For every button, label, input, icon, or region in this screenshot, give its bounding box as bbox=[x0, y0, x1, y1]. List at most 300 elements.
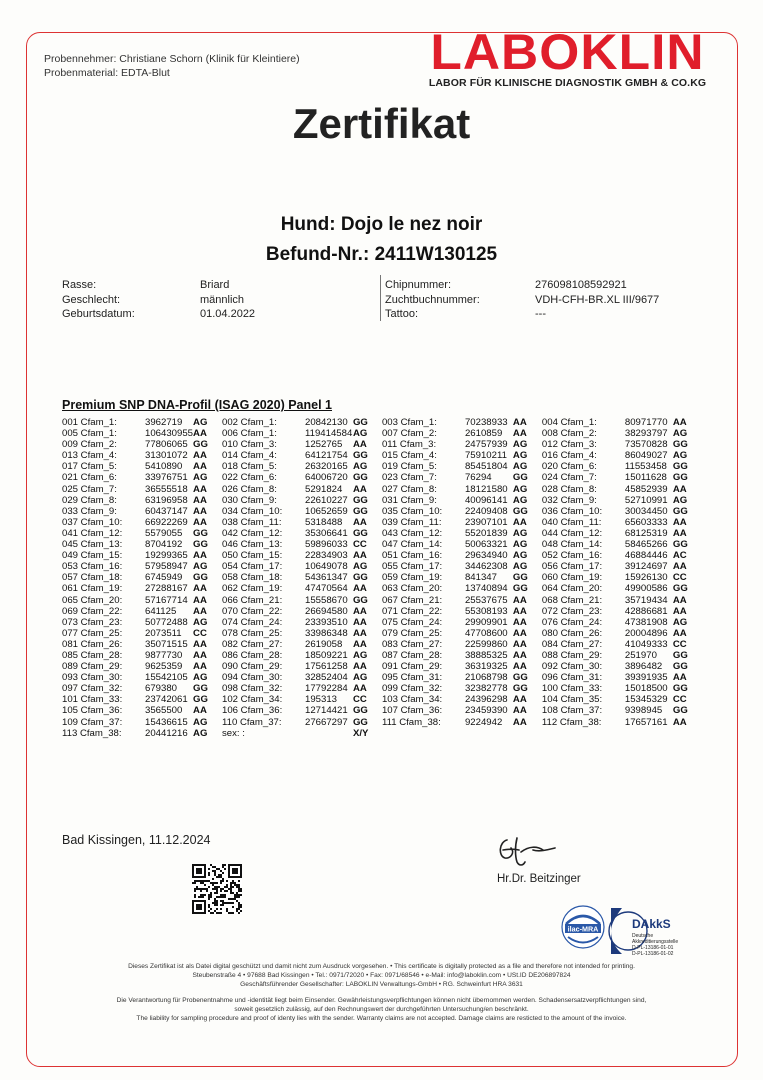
snp-genotype bbox=[673, 728, 702, 739]
dakks-sub2: Akkreditierungsstelle bbox=[632, 939, 679, 945]
snp-marker: 054 Cfam_17: bbox=[222, 561, 283, 573]
snp-genotype: AA bbox=[512, 638, 527, 650]
snp-position: 58465266 bbox=[624, 539, 668, 551]
snp-genotype: AA bbox=[193, 550, 207, 562]
snp-marker: 106 Cfam_36: bbox=[222, 705, 283, 717]
snp-row bbox=[62, 561, 702, 572]
document-title: Zertifikat bbox=[292, 100, 471, 147]
snp-position: 251970 bbox=[624, 649, 657, 661]
dakks-id2: D-PL-13186-01-02 bbox=[632, 951, 674, 957]
snp-genotype: AA bbox=[512, 627, 527, 639]
snp-position: 55201839 bbox=[464, 527, 508, 539]
snp-genotype: AA bbox=[193, 505, 207, 517]
snp-marker: 110 Cfam_37: bbox=[222, 716, 282, 728]
snp-genotype: AG bbox=[193, 616, 208, 628]
snp-marker: 062 Cfam_19: bbox=[222, 583, 283, 595]
snp-genotype: AG bbox=[352, 461, 368, 473]
snp-marker: 009 Cfam_2: bbox=[62, 439, 117, 451]
snp-genotype: AA bbox=[193, 594, 207, 606]
snp-marker: 081 Cfam_26: bbox=[62, 638, 123, 650]
info-divider bbox=[380, 275, 381, 321]
snp-genotype: AG bbox=[193, 716, 208, 728]
snp-row bbox=[62, 450, 702, 461]
snp-position: 25537675 bbox=[464, 594, 508, 606]
snp-marker: 023 Cfam_7: bbox=[381, 472, 437, 484]
snp-genotype: CC bbox=[352, 694, 367, 706]
signature-icon bbox=[493, 832, 565, 872]
befund-number: Befund-Nr.: 2411W130125 bbox=[265, 244, 498, 265]
value-studbook: VDH-CFH-BR.XL III/9677 bbox=[535, 293, 660, 306]
snp-position: 20004896 bbox=[624, 627, 668, 639]
snp-marker: 059 Cfam_19: bbox=[381, 572, 443, 584]
snp-genotype: AG bbox=[512, 439, 528, 451]
footer-line-5: soweit gesetzlich zulässig, auf den Rechnungswert der durchgeführten Untersuchung/en beschränkt. bbox=[234, 1006, 529, 1013]
snp-position: 50063321 bbox=[464, 539, 508, 551]
snp-marker: 026 Cfam_8: bbox=[222, 483, 277, 495]
snp-genotype: AA bbox=[672, 627, 687, 639]
snp-position: 15436615 bbox=[144, 716, 188, 728]
snp-position: 26694580 bbox=[304, 605, 348, 617]
snp-genotype: AA bbox=[193, 494, 207, 506]
snp-marker: 025 Cfam_7: bbox=[62, 483, 117, 495]
info-right-values bbox=[535, 278, 659, 322]
snp-marker: 109 Cfam_37: bbox=[62, 716, 123, 728]
snp-genotype: GG bbox=[193, 683, 208, 695]
snp-position: 75910211 bbox=[464, 450, 507, 462]
snp-row bbox=[62, 583, 702, 594]
label-studbook: Zuchtbuchnummer: bbox=[385, 293, 480, 306]
snp-marker: 047 Cfam_14: bbox=[381, 539, 443, 551]
snp-genotype: GG bbox=[352, 716, 368, 728]
snp-genotype: AA bbox=[512, 417, 527, 428]
snp-marker: 066 Cfam_21: bbox=[222, 594, 283, 606]
snp-position: 63196958 bbox=[144, 494, 188, 506]
place-date: Bad Kissingen, 11.12.2024 bbox=[62, 833, 211, 847]
qr-code-icon bbox=[192, 864, 242, 914]
snp-row bbox=[62, 705, 702, 716]
snp-marker: 006 Cfam_1: bbox=[222, 428, 277, 440]
snp-marker: 058 Cfam_18: bbox=[222, 572, 283, 584]
snp-marker: 050 Cfam_15: bbox=[222, 550, 283, 562]
snp-genotype: GG bbox=[512, 583, 528, 595]
snp-genotype: AA bbox=[352, 583, 367, 595]
snp-position: 57167714 bbox=[144, 594, 188, 606]
snp-marker: 022 Cfam_6: bbox=[222, 472, 277, 484]
snp-position: 76294 bbox=[464, 472, 492, 484]
snp-genotype: GG bbox=[352, 494, 368, 506]
snp-marker: 045 Cfam_13: bbox=[62, 539, 123, 551]
snp-genotype: GG bbox=[352, 505, 368, 517]
snp-position: 23459390 bbox=[464, 705, 508, 717]
snp-position: 70238933 bbox=[464, 417, 508, 428]
snp-position: 26320165 bbox=[304, 461, 348, 473]
snp-marker: 099 Cfam_32: bbox=[381, 683, 443, 695]
snp-row bbox=[62, 617, 702, 628]
snp-position: 80971770 bbox=[624, 417, 668, 428]
snp-genotype: AG bbox=[352, 428, 368, 440]
snp-marker: 082 Cfam_27: bbox=[222, 638, 283, 650]
snp-genotype: AG bbox=[512, 461, 528, 473]
snp-genotype: AA bbox=[193, 705, 207, 717]
snp-marker: 089 Cfam_29: bbox=[62, 661, 123, 673]
value-chip: 276098108592921 bbox=[535, 279, 627, 291]
snp-marker: 007 Cfam_2: bbox=[381, 428, 437, 440]
snp-position: 9398945 bbox=[624, 705, 663, 717]
snp-position: 1252765 bbox=[304, 439, 343, 451]
snp-position: 22599860 bbox=[464, 638, 508, 650]
snp-marker: 003 Cfam_1: bbox=[381, 417, 437, 428]
snp-genotype: GG bbox=[672, 649, 688, 661]
snp-row bbox=[62, 683, 702, 694]
snp-marker: 071 Cfam_22: bbox=[381, 605, 443, 617]
laboklin-logo bbox=[405, 26, 730, 89]
snp-marker: 032 Cfam_9: bbox=[541, 494, 597, 506]
snp-marker: 044 Cfam_12: bbox=[541, 527, 603, 539]
snp-marker: 076 Cfam_24: bbox=[541, 616, 603, 628]
snp-position: 39391935 bbox=[624, 672, 668, 684]
snp-position: 38885325 bbox=[464, 649, 508, 661]
snp-genotype: AG bbox=[512, 539, 528, 551]
snp-genotype: AA bbox=[672, 561, 687, 573]
snp-position: 86049027 bbox=[624, 450, 668, 462]
snp-position: 119414584 bbox=[304, 428, 353, 440]
sampler-line: Probennehmer: Christiane Schorn (Klinik für Kleintiere) bbox=[44, 53, 300, 65]
info-left-values bbox=[200, 278, 255, 322]
snp-genotype: GG bbox=[672, 661, 688, 673]
snp-genotype: AG bbox=[512, 550, 528, 562]
snp-position: 29634940 bbox=[464, 550, 508, 562]
snp-position: 30034450 bbox=[624, 505, 668, 517]
snp-row bbox=[62, 472, 702, 483]
snp-genotype: AC bbox=[672, 550, 687, 562]
brand-name: LABOKLIN bbox=[430, 24, 705, 80]
snp-genotype: AA bbox=[352, 605, 367, 617]
snp-row bbox=[62, 528, 702, 539]
snp-genotype: GG bbox=[193, 694, 208, 706]
snp-position: 60437147 bbox=[144, 505, 188, 517]
snp-row bbox=[62, 550, 702, 561]
snp-position: 45852939 bbox=[624, 483, 668, 495]
ilac-text: ilac-MRA bbox=[567, 924, 599, 934]
snp-genotype: AA bbox=[352, 550, 367, 562]
snp-marker: 017 Cfam_5: bbox=[62, 461, 117, 473]
snp-marker: 004 Cfam_1: bbox=[541, 417, 597, 428]
snp-genotype: GG bbox=[672, 539, 688, 551]
snp-marker: 018 Cfam_5: bbox=[222, 461, 277, 473]
snp-genotype: AA bbox=[193, 428, 207, 440]
snp-marker: 112 Cfam_38: bbox=[541, 716, 602, 728]
snp-genotype: AA bbox=[193, 661, 207, 673]
snp-genotype: GG bbox=[672, 461, 688, 473]
snp-marker: 072 Cfam_23: bbox=[541, 605, 603, 617]
snp-genotype: AA bbox=[672, 417, 687, 428]
brand-subtitle: LABOR FÜR KLINISCHE DIAGNOSTIK GMBH & CO.KG bbox=[428, 77, 707, 89]
snp-position: 679380 bbox=[144, 683, 177, 695]
snp-position: 66922269 bbox=[144, 516, 188, 528]
snp-genotype: AG bbox=[672, 616, 688, 628]
snp-position: 50772488 bbox=[144, 616, 188, 628]
snp-marker: 113 Cfam_38: bbox=[62, 727, 122, 739]
snp-genotype: AG bbox=[512, 483, 528, 495]
snp-marker: 094 Cfam_30: bbox=[222, 672, 283, 684]
snp-position: 20441216 bbox=[144, 727, 188, 739]
snp-position: 36319325 bbox=[464, 661, 508, 673]
snp-genotype: GG bbox=[672, 683, 688, 695]
snp-position: 33986348 bbox=[304, 627, 348, 639]
snp-position: 19299365 bbox=[144, 550, 188, 562]
snp-position: 46884446 bbox=[624, 550, 668, 562]
snp-position: 5318488 bbox=[304, 516, 343, 528]
snp-marker bbox=[382, 728, 465, 739]
snp-position: 27667297 bbox=[304, 716, 348, 728]
snp-genotype: GG bbox=[352, 594, 368, 606]
snp-marker: 091 Cfam_29: bbox=[381, 661, 443, 673]
snp-row bbox=[62, 661, 702, 672]
snp-genotype: AA bbox=[672, 716, 687, 728]
snp-position: 64006720 bbox=[304, 472, 348, 484]
snp-genotype: AA bbox=[672, 594, 687, 606]
snp-position: 24396298 bbox=[464, 694, 508, 706]
dakks-text: DAkkS bbox=[632, 917, 671, 931]
snp-marker: 043 Cfam_12: bbox=[381, 527, 443, 539]
dakks-badge bbox=[608, 904, 726, 963]
snp-marker: 053 Cfam_16: bbox=[62, 561, 123, 573]
snp-marker: 104 Cfam_35: bbox=[541, 694, 603, 706]
snp-row bbox=[62, 572, 702, 583]
snp-genotype: AA bbox=[672, 527, 687, 539]
footer-line-2: Steubenstraße 4 • 97688 Bad Kissingen • Tel.: 0971/72020 • Fax: 0971/68546 • e-Mail: info@laboklin.com • USt.ID DE206897824 bbox=[192, 972, 571, 979]
snp-genotype: AG bbox=[193, 672, 208, 684]
snp-marker: 093 Cfam_30: bbox=[62, 672, 123, 684]
snp-marker: 020 Cfam_6: bbox=[541, 461, 597, 473]
snp-marker: 021 Cfam_6: bbox=[62, 472, 117, 484]
snp-genotype: CC bbox=[193, 627, 207, 639]
snp-genotype: CC bbox=[672, 572, 687, 584]
snp-marker: 012 Cfam_3: bbox=[541, 439, 597, 451]
footer-line-1: Dieses Zertifikat ist als Datei digital geschützt und damit nicht zum Ausdruck vorgesehen. • This certificate is digitally protected as a file and therefore not intended for printing. bbox=[128, 963, 635, 970]
snp-position: 47470564 bbox=[304, 583, 348, 595]
panel-title: Premium SNP DNA-Profil (ISAG 2020) Panel 1 bbox=[62, 398, 332, 412]
snp-genotype: GG bbox=[193, 572, 208, 584]
label-birthdate: Geburtsdatum: bbox=[62, 308, 135, 320]
snp-marker: 051 Cfam_16: bbox=[381, 550, 443, 562]
snp-marker: 005 Cfam_1: bbox=[62, 428, 117, 440]
label-tattoo: Tattoo: bbox=[385, 308, 419, 320]
snp-genotype: GG bbox=[193, 527, 208, 539]
snp-marker: 098 Cfam_32: bbox=[222, 683, 283, 695]
snp-marker: 074 Cfam_24: bbox=[222, 616, 283, 628]
snp-position: 5291824 bbox=[304, 483, 343, 495]
snp-genotype: GG bbox=[672, 705, 688, 717]
snp-position: 64121754 bbox=[304, 450, 348, 462]
snp-marker: 090 Cfam_29: bbox=[222, 661, 283, 673]
snp-genotype: AG bbox=[672, 428, 688, 440]
snp-position: 47381908 bbox=[624, 616, 668, 628]
snp-genotype: GG bbox=[672, 439, 688, 451]
value-birthdate: 01.04.2022 bbox=[200, 308, 256, 320]
snp-row bbox=[62, 428, 702, 439]
snp-marker: 033 Cfam_9: bbox=[62, 505, 117, 517]
snp-marker: 107 Cfam_36: bbox=[381, 705, 443, 717]
snp-position: 23742061 bbox=[144, 694, 188, 706]
snp-marker: 084 Cfam_27: bbox=[541, 638, 603, 650]
snp-genotype: AA bbox=[193, 516, 207, 528]
snp-row bbox=[62, 694, 702, 705]
snp-position: 9877730 bbox=[144, 649, 183, 661]
snp-marker: sex: : bbox=[222, 727, 245, 739]
snp-position: 15018500 bbox=[624, 683, 668, 695]
snp-position: 34462308 bbox=[464, 561, 508, 573]
snp-genotype: AA bbox=[352, 661, 367, 673]
snp-position: 32382778 bbox=[464, 683, 508, 695]
snp-marker: 042 Cfam_12: bbox=[222, 527, 283, 539]
snp-marker: 105 Cfam_36: bbox=[62, 705, 123, 717]
snp-position: 59896033 bbox=[304, 539, 348, 551]
material-line: Probenmaterial: EDTA-Blut bbox=[44, 67, 170, 79]
snp-marker: 085 Cfam_28: bbox=[62, 649, 123, 661]
snp-position: 3565500 bbox=[144, 705, 183, 717]
snp-genotype: AA bbox=[512, 616, 527, 628]
snp-position: 68125319 bbox=[624, 527, 668, 539]
snp-position: 20842130 bbox=[304, 417, 348, 428]
snp-genotype: GG bbox=[352, 472, 368, 484]
snp-position: 841347 bbox=[464, 572, 497, 584]
snp-marker: 095 Cfam_31: bbox=[381, 672, 443, 684]
snp-table bbox=[62, 417, 702, 739]
snp-genotype: AG bbox=[512, 527, 528, 539]
snp-genotype: CC bbox=[672, 638, 687, 650]
snp-marker: 008 Cfam_2: bbox=[541, 428, 597, 440]
snp-marker: 096 Cfam_31: bbox=[541, 672, 603, 684]
snp-position: 18121580 bbox=[464, 483, 508, 495]
snp-row bbox=[62, 628, 702, 639]
snp-position: 31301072 bbox=[144, 450, 188, 462]
snp-position: 23393510 bbox=[304, 616, 348, 628]
snp-marker: 088 Cfam_29: bbox=[541, 649, 603, 661]
snp-position: 106430955 bbox=[144, 428, 194, 440]
snp-marker: 040 Cfam_11: bbox=[541, 516, 602, 528]
snp-genotype: GG bbox=[672, 472, 688, 484]
snp-genotype: AG bbox=[193, 472, 208, 484]
snp-marker: 086 Cfam_28: bbox=[222, 649, 283, 661]
snp-marker: 001 Cfam_1: bbox=[62, 417, 117, 428]
snp-marker: 102 Cfam_34: bbox=[222, 694, 283, 706]
snp-genotype: AG bbox=[672, 450, 688, 462]
snp-genotype bbox=[513, 728, 542, 739]
snp-position: 42886681 bbox=[624, 605, 668, 617]
snp-marker: 028 Cfam_8: bbox=[541, 483, 597, 495]
snp-genotype: AG bbox=[193, 417, 208, 428]
snp-genotype: AG bbox=[352, 649, 368, 661]
snp-marker: 019 Cfam_5: bbox=[381, 461, 437, 473]
snp-genotype: AA bbox=[512, 694, 527, 706]
snp-marker: 056 Cfam_17: bbox=[541, 561, 603, 573]
snp-position: 22409408 bbox=[464, 505, 508, 517]
snp-genotype: AG bbox=[352, 672, 368, 684]
snp-marker: 039 Cfam_11: bbox=[381, 516, 442, 528]
snp-marker: 015 Cfam_4: bbox=[381, 450, 437, 462]
snp-position: 2610859 bbox=[464, 428, 503, 440]
snp-genotype: AA bbox=[352, 483, 367, 495]
snp-genotype: AA bbox=[352, 516, 367, 528]
snp-genotype: CC bbox=[352, 539, 367, 551]
snp-genotype: AA bbox=[193, 461, 207, 473]
snp-genotype: X/Y bbox=[352, 727, 369, 739]
value-sex: männlich bbox=[200, 293, 245, 306]
label-sex: Geschlecht: bbox=[62, 293, 121, 306]
snp-marker: 083 Cfam_27: bbox=[381, 638, 443, 650]
snp-genotype: AA bbox=[193, 638, 207, 650]
snp-genotype: AA bbox=[512, 649, 527, 661]
snp-marker: 100 Cfam_33: bbox=[541, 683, 603, 695]
snp-marker: 079 Cfam_25: bbox=[381, 627, 443, 639]
snp-genotype: AA bbox=[512, 605, 527, 617]
snp-marker: 013 Cfam_4: bbox=[62, 450, 117, 462]
snp-position: 65603333 bbox=[624, 516, 668, 528]
snp-genotype: AA bbox=[512, 716, 527, 728]
snp-genotype: GG bbox=[352, 450, 368, 462]
snp-position: 32852404 bbox=[304, 672, 348, 684]
snp-position: 22610227 bbox=[304, 494, 348, 506]
snp-position: 11553458 bbox=[624, 461, 667, 473]
snp-position: 15011628 bbox=[624, 472, 667, 484]
snp-genotype: GG bbox=[512, 572, 528, 584]
snp-row bbox=[62, 717, 702, 728]
snp-marker: 073 Cfam_23: bbox=[62, 616, 123, 628]
snp-marker: 078 Cfam_25: bbox=[222, 627, 283, 639]
ilac-mra-badge-icon bbox=[560, 904, 606, 950]
snp-position: 2073511 bbox=[144, 627, 182, 639]
snp-position: 55308193 bbox=[464, 605, 508, 617]
snp-position: 35071515 bbox=[144, 638, 188, 650]
snp-genotype: AA bbox=[512, 428, 527, 440]
snp-genotype: AG bbox=[512, 494, 528, 506]
snp-marker: 016 Cfam_4: bbox=[541, 450, 597, 462]
snp-marker: 077 Cfam_25: bbox=[62, 627, 123, 639]
snp-row bbox=[62, 539, 702, 550]
snp-position: 38293797 bbox=[624, 428, 668, 440]
snp-marker: 029 Cfam_8: bbox=[62, 494, 117, 506]
snp-position: 41049333 bbox=[624, 638, 668, 650]
snp-position: 23907101 bbox=[464, 516, 508, 528]
snp-genotype: GG bbox=[672, 583, 688, 595]
snp-genotype: AA bbox=[512, 594, 527, 606]
snp-marker: 011 Cfam_3: bbox=[381, 439, 437, 451]
snp-marker: 002 Cfam_1: bbox=[222, 417, 277, 428]
snp-position: 13740894 bbox=[464, 583, 508, 595]
snp-genotype: GG bbox=[352, 705, 368, 717]
snp-row bbox=[62, 517, 702, 528]
snp-position: 17561258 bbox=[304, 661, 348, 673]
snp-genotype: GG bbox=[512, 505, 528, 517]
snp-marker: 064 Cfam_20: bbox=[541, 583, 603, 595]
snp-genotype: AG bbox=[512, 450, 528, 462]
snp-row bbox=[62, 606, 702, 617]
value-tattoo: --- bbox=[535, 308, 546, 320]
snp-row bbox=[62, 417, 702, 428]
snp-genotype: GG bbox=[352, 527, 368, 539]
snp-genotype: AA bbox=[672, 605, 687, 617]
snp-position: 195313 bbox=[304, 694, 337, 706]
snp-position: 47708600 bbox=[464, 627, 508, 639]
snp-position: 5410890 bbox=[144, 461, 183, 473]
snp-marker: 010 Cfam_3: bbox=[222, 439, 277, 451]
snp-marker: 101 Cfam_33: bbox=[62, 694, 123, 706]
snp-marker: 024 Cfam_7: bbox=[541, 472, 597, 484]
snp-genotype: GG bbox=[352, 572, 368, 584]
snp-marker: 065 Cfam_20: bbox=[62, 594, 123, 606]
snp-marker: 060 Cfam_19: bbox=[541, 572, 603, 584]
